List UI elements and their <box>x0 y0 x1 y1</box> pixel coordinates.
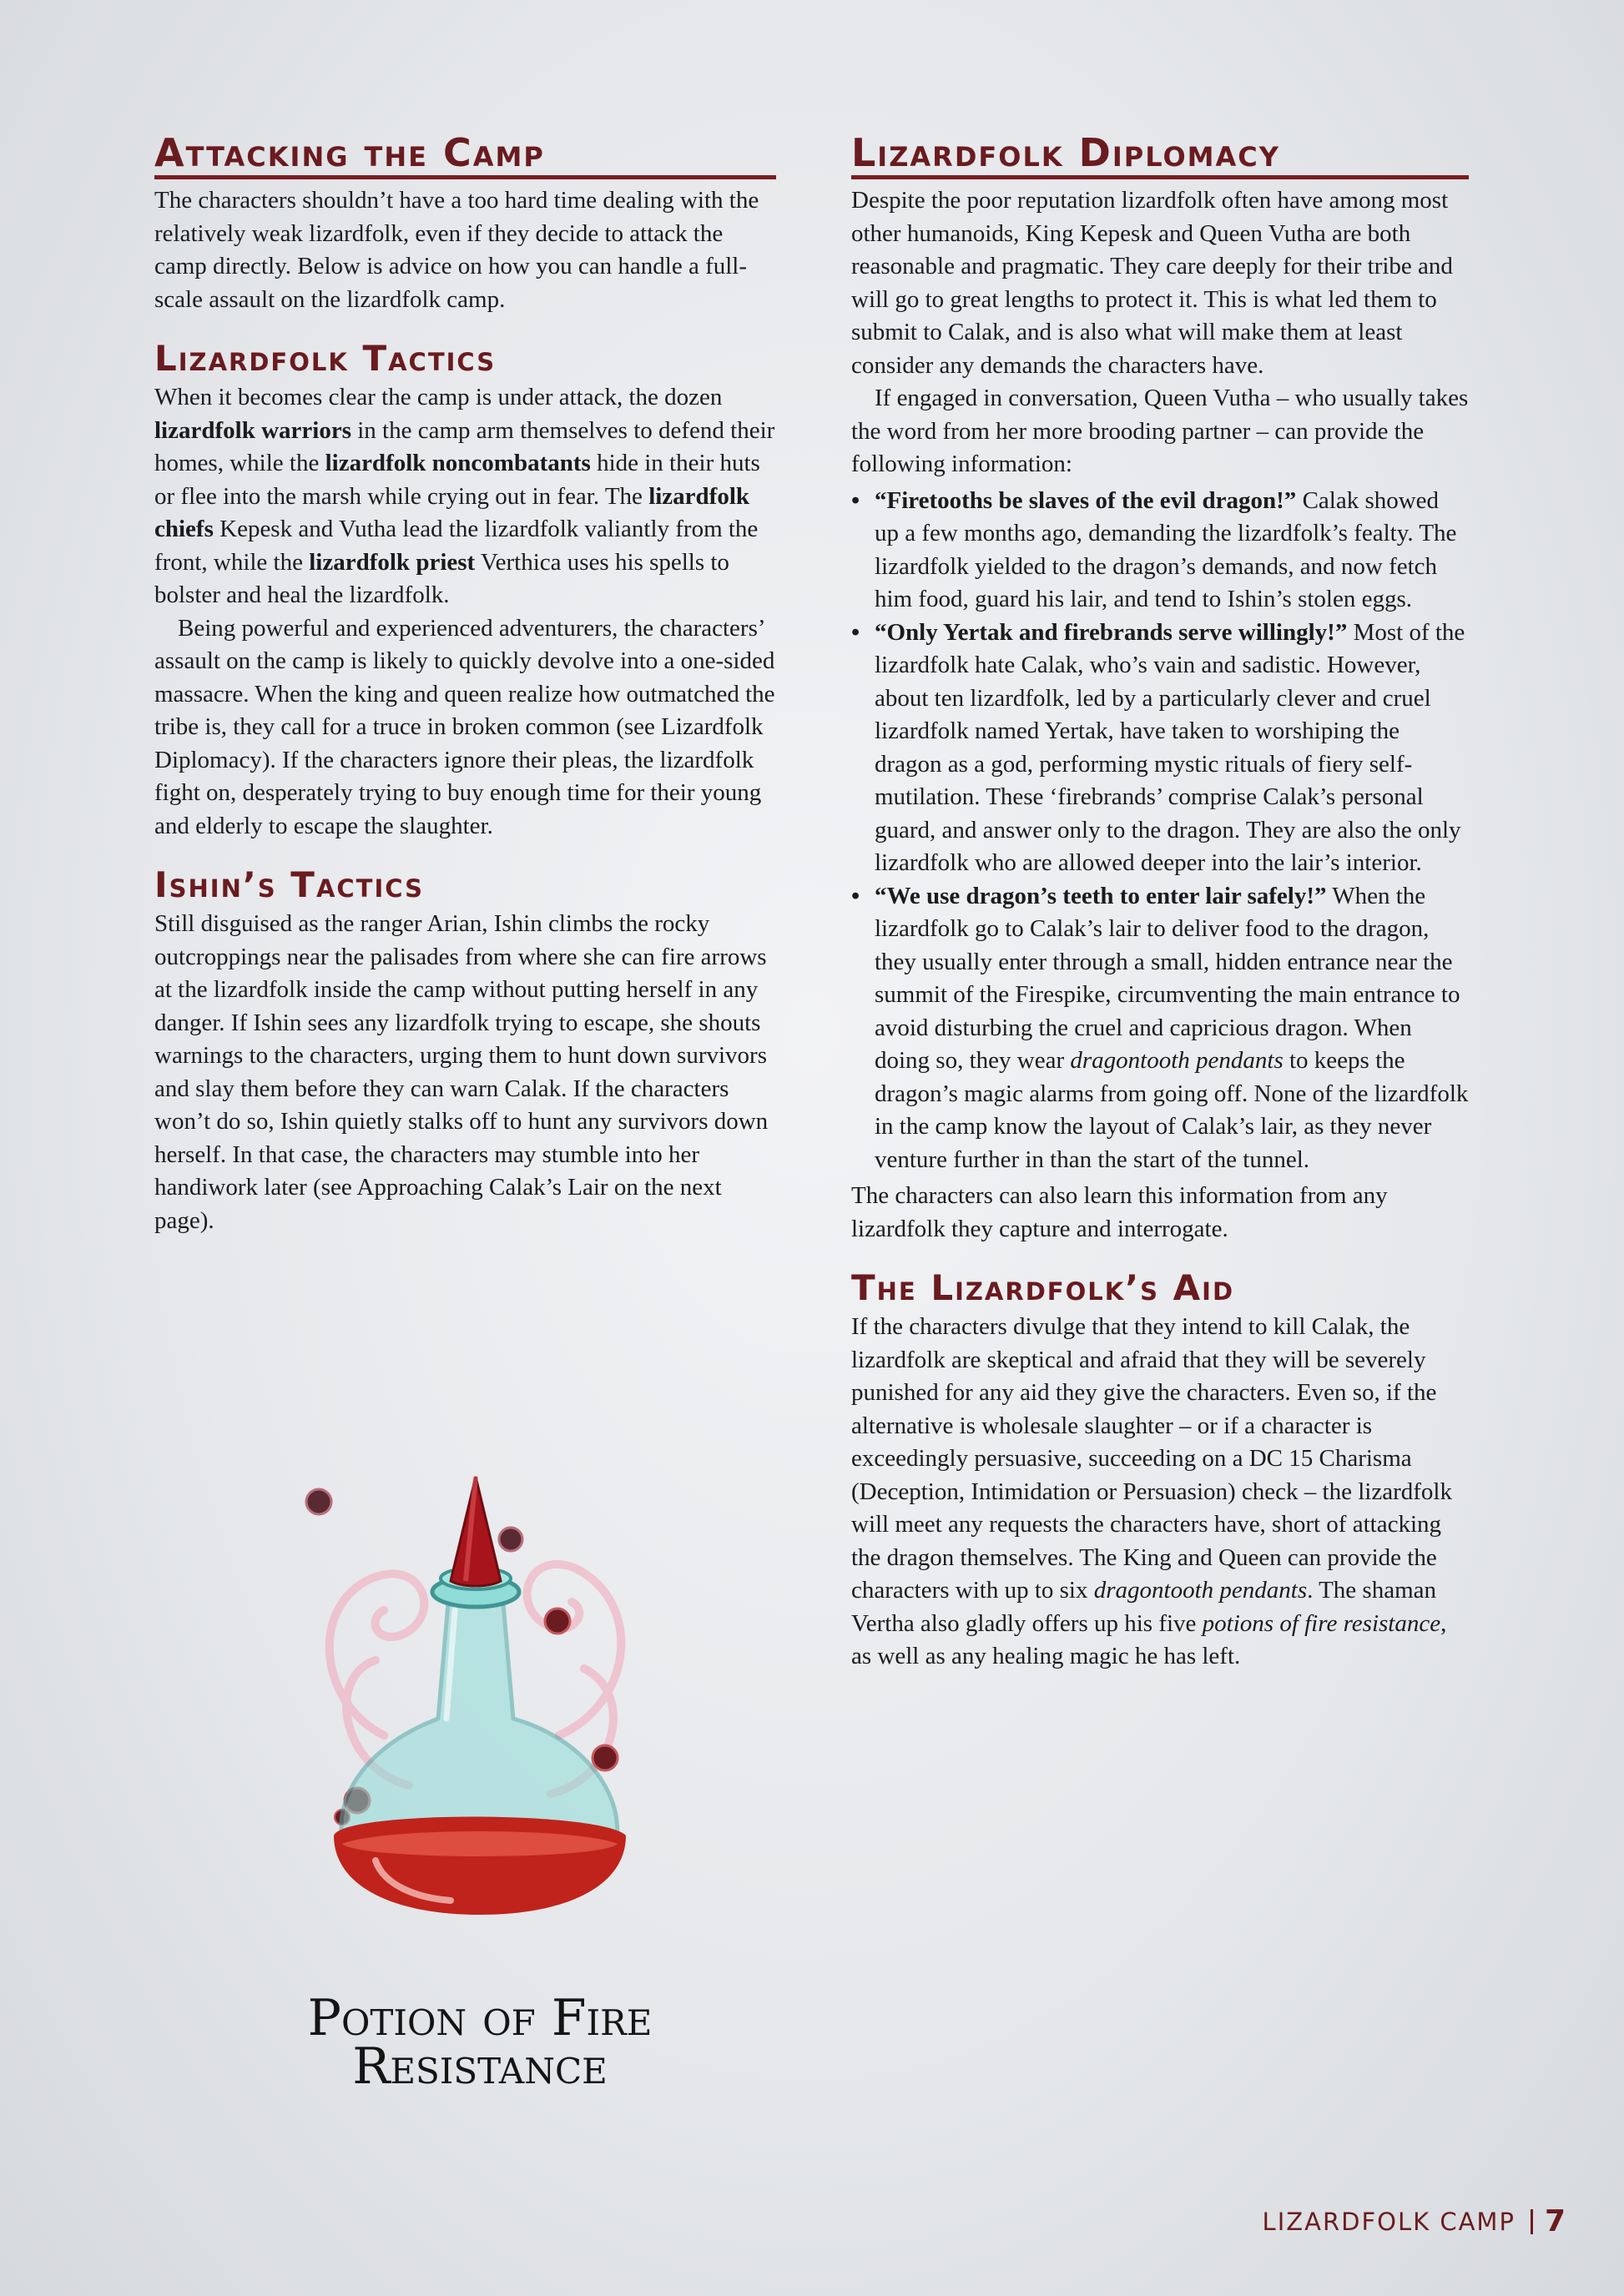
diplomacy-paragraph-1: Despite the poor reputation lizardfolk often have among most other humanoids, King Kepesk and Queen Vutha are both reasonable and pragmatic. They care deeply for their tribe and will go to great lengths to protect it. This is what led them to submit to Calak, and is also what will make them at least consider any demands the characters have. <box>851 187 1453 379</box>
illustration-caption <box>259 1989 701 2096</box>
diplomacy-paragraph-2: If engaged in conversation, Queen Vutha – who usually takes the word from her more brooding partner – can provide the following information: <box>851 385 1469 477</box>
attack-paragraph: The characters shouldn’t have a too hard time dealing with the relatively weak lizardfolk, even if they decide to attack the camp directly. Below is advice on how you can handle a full-scale assault on the lizardfolk camp. <box>154 187 759 313</box>
potion-illustration <box>284 1468 676 1936</box>
heading-lizardfolks-aid: The Lizardfolk’s Aid <box>851 1267 1235 1308</box>
list-item: • “Firetooths be slaves of the evil dragon!” Calak showed up a few months ago, demanding the lizardfolk’s fealty. The lizardfolk yielded to the dragon’s demands, and now fetch him food, guard his lair, and tend to Ishin’s stolen eggs. <box>851 485 1469 617</box>
caption-line-2: Resistance <box>352 2037 608 2096</box>
footer-divider <box>1531 2209 1533 2234</box>
bullet-icon: • <box>851 618 860 646</box>
diplomacy-paragraph-3: The characters can also learn this information from any lizardfolk they capture and interrogate. <box>851 1182 1388 1242</box>
heading-ishins-tactics: Ishin’s Tactics <box>154 864 424 905</box>
page-number: 7 <box>1544 2204 1566 2238</box>
tactics-paragraph-1: When it becomes clear the camp is under attack, the dozen lizardfolk warriors in the camp arm themselves to defend their homes, while the lizardfolk noncombatants hide in their huts or flee into the marsh while crying out in fear. The lizardfolk chiefs Kepesk and Vutha lead the lizardfolk valiantly from the front, while the lizardfolk priest Verthica uses his spells to bolster and heal the lizardfolk. <box>154 384 775 608</box>
bullet-icon: • <box>851 882 860 909</box>
left-column <box>154 130 776 1237</box>
page-footer <box>1263 2204 1566 2238</box>
heading-lizardfolk-diplomacy: Lizardfolk Diplomacy <box>851 133 1469 179</box>
stopper <box>451 1477 501 1586</box>
ishin-paragraph: Still disguised as the ranger Arian, Ishin climbs the rocky outcroppings near the palisades from where she can fire arrows at the lizardfolk inside the camp without putting herself in any danger. If Ishin sees any lizardfolk trying to escape, she shouts warnings to the characters, urging them to hunt down survivors and slay them before they can warn Calak. If the characters won’t do so, Ishin quietly stalks off to hunt any survivors down herself. In that case, the characters may stumble into her handiwork later (see Approaching Calak’s Lair on the next page). <box>154 910 769 1234</box>
list-item: • “Only Yertak and firebrands serve willingly!” Most of the lizardfolk hate Calak, who’s vain and sadistic. However, about ten lizardfolk, led by a particularly clever and cruel lizardfolk named Yertak, have taken to worshiping the dragon as a god, performing mystic rituals of fiery self-mutilation. These ‘firebrands’ comprise Calak’s personal guard, and answer only to the dragon. They are also the only lizardfolk who are allowed deeper into the lair’s interior. <box>851 617 1469 880</box>
bullet-icon: • <box>851 486 860 514</box>
aid-paragraph: If the characters divulge that they intend to kill Calak, the lizardfolk are skeptical and afraid that they will be severely punished for any aid they give the characters. Even so, if the alternative is wholesale slaughter – or if a character is exceedingly persuasive, succeeding on a DC 15 Charisma (Deception, Intimidation or Persuasion) check – the lizardfolk will meet any requests the characters have, short of attacking the dragon themselves. The King and Queen can provide the characters with up to six dragontooth pendants. The shaman Vertha also gladly offers up his five potions of fire resistance, as well as any healing magic he has left. <box>851 1313 1452 1669</box>
heading-lizardfolk-tactics: Lizardfolk Tactics <box>154 338 497 379</box>
heading-attacking-the-camp: Attacking the Camp <box>154 133 776 179</box>
right-column <box>851 130 1469 1674</box>
footer-section-title: LIZARDFOLK CAMP <box>1262 2207 1516 2236</box>
caption-line-1: Potion of Fire <box>307 1989 653 2047</box>
information-list <box>851 485 1469 1177</box>
tactics-paragraph-2: Being powerful and experienced adventurers, the characters’ assault on the camp is likely to quickly devolve into a one-sided massacre. When the king and queen realize how outmatched the tribe is, they call for a truce in broken common (see Lizardfolk Diplomacy). If the characters ignore their pleas, the lizardfolk fight on, desperately trying to buy enough time for their young and elderly to escape the slaughter. <box>154 614 775 839</box>
list-item: • “We use dragon’s teeth to enter lair safely!” When the lizardfolk go to Calak’s lair to deliver food to the dragon, they usually enter through a small, hidden entrance near the summit of the Firespike, circumventing the main entrance to avoid disturbing the cruel and capricious dragon. When doing so, they wear dragontooth pendants to keeps the dragon’s magic alarms from going off. None of the lizardfolk in the camp know the layout of Calak’s lair, as they never venture further in than the start of the tunnel. <box>851 880 1469 1177</box>
